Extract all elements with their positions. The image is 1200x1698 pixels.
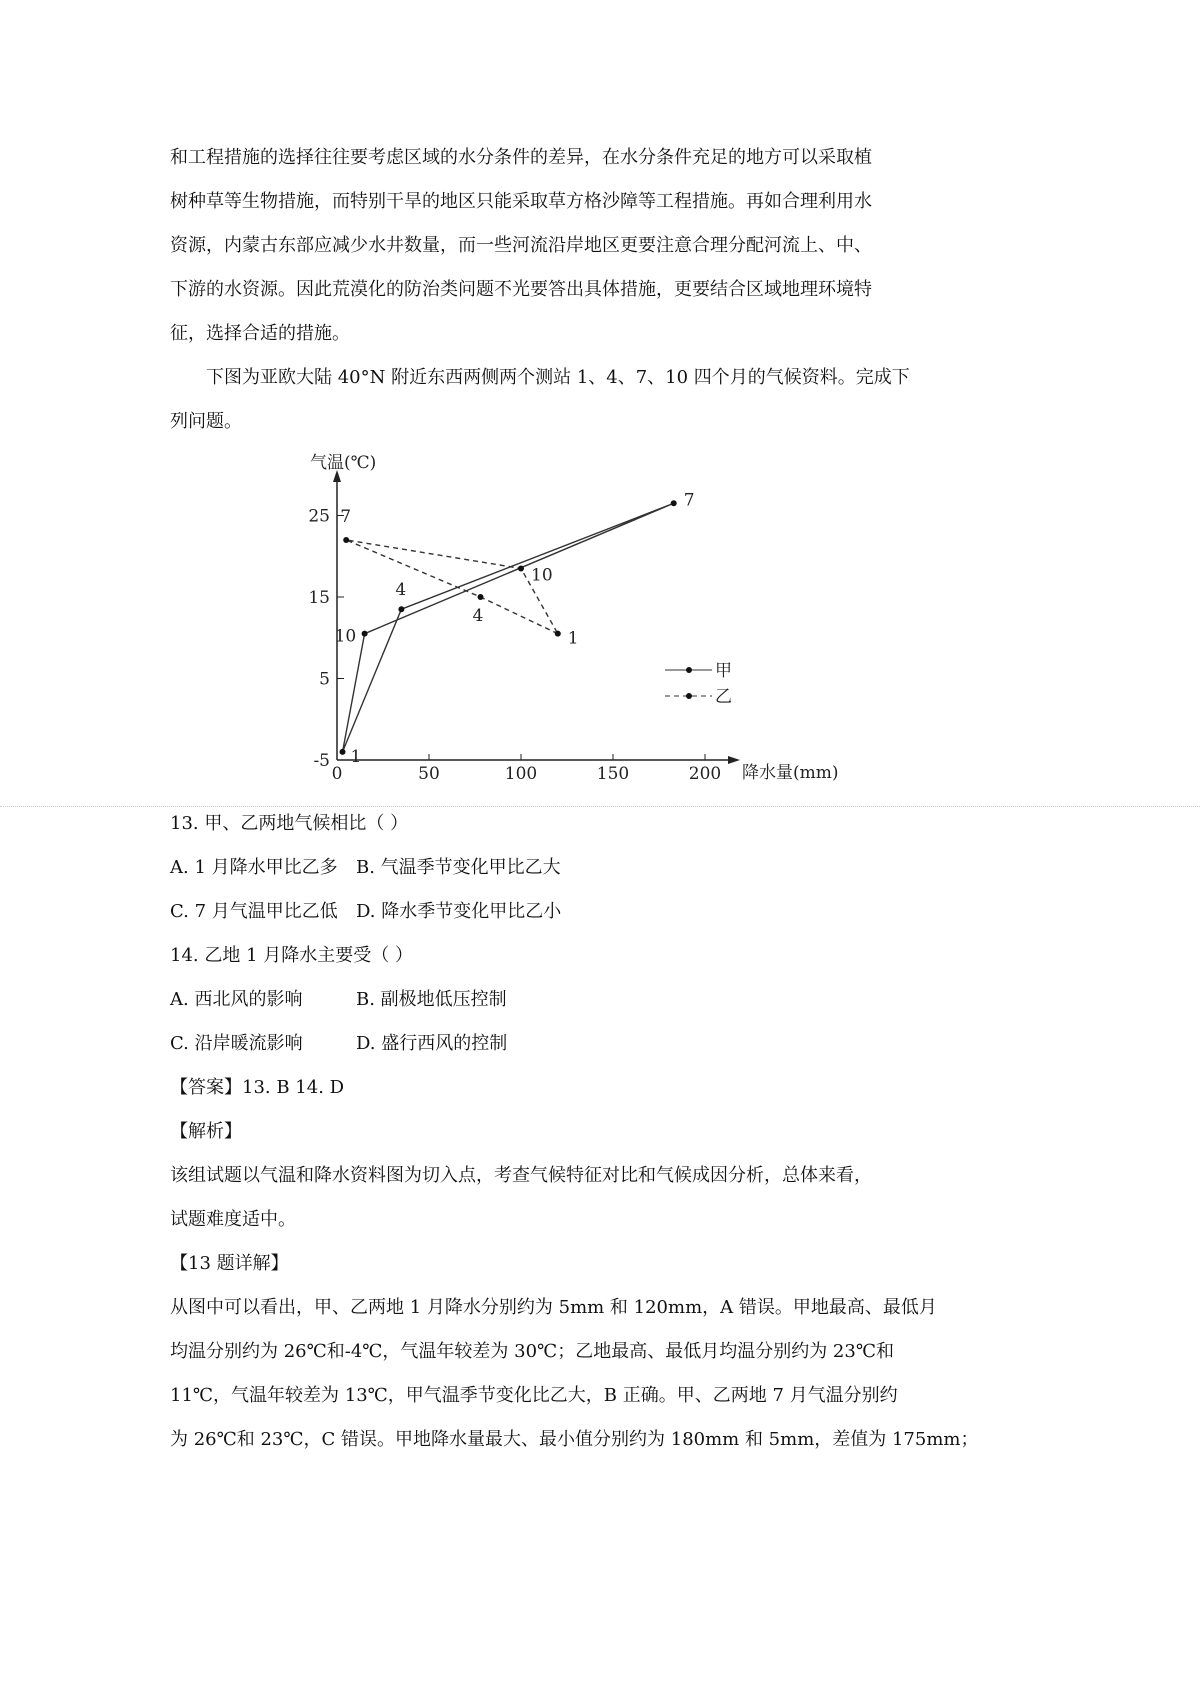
x-axis-label: 降水量(mm) — [742, 763, 839, 783]
detail-heading: 【13 题详解】 — [170, 1253, 289, 1274]
legend-marker — [686, 667, 692, 673]
point-label: 4 — [472, 606, 484, 626]
paragraph-line: 树种草等生物措施，而特别干旱的地区只能采取草方格沙障等工程措施。再如合理利用水 — [170, 191, 872, 212]
x-tick-label: 200 — [688, 764, 722, 784]
point-label: 4 — [395, 580, 407, 601]
y-tick-label: 15 — [308, 588, 330, 608]
detail-line: 从图中可以看出，甲、乙两地 1 月降水分别约为 5mm 和 120mm，A 错误。甲地最高、最低月 — [170, 1297, 937, 1318]
data-point — [478, 594, 484, 600]
intro-line: 下图为亚欧大陆 40°N 附近东西两侧两个测站 1、4、7、10 四个月的气候资料。完成下 — [206, 367, 910, 388]
x-axis-arrow — [728, 756, 740, 764]
legend-marker — [686, 693, 692, 699]
x-tick-label: 50 — [418, 764, 440, 784]
page-divider — [0, 806, 1200, 807]
data-point — [671, 500, 677, 506]
data-point — [340, 749, 346, 755]
legend-label: 乙 — [715, 687, 732, 707]
option-a: A. 1 月降水甲比乙多 — [170, 857, 338, 878]
analysis-line: 该组试题以气温和降水资料图为切入点，考查气候特征对比和气候成因分析，总体来看， — [170, 1165, 872, 1186]
option-a: A. 西北风的影响 — [170, 989, 303, 1010]
option-c: C. 沿岸暖流影响 — [170, 1033, 303, 1054]
detail-line: 11℃，气温年较差为 13℃，甲气温季节变化比乙大，B 正确。甲、乙两地 7 月气温分别约 — [170, 1385, 898, 1406]
point-label: 7 — [683, 490, 695, 511]
y-tick-label: 5 — [319, 669, 330, 690]
data-point — [555, 631, 561, 637]
question-14-options — [170, 1032, 507, 1056]
analysis-heading: 【解析】 — [170, 1121, 242, 1142]
y-tick-label: -5 — [313, 751, 330, 771]
question-14-options — [170, 988, 507, 1012]
y-tick-label: 25 — [308, 506, 330, 527]
detail-line: 为 26℃和 23℃，C 错误。甲地降水量最大、最小值分别约为 180mm 和 5mm，差值为 175mm； — [170, 1429, 979, 1450]
data-point — [362, 631, 368, 637]
option-d: D. 盛行西风的控制 — [356, 1033, 508, 1054]
option-b: B. 副极地低压控制 — [356, 989, 507, 1010]
detail-line: 均温分别约为 26℃和-4℃，气温年较差为 30℃；乙地最高、最低月均温分别约为 23℃和 — [170, 1341, 894, 1362]
series-line-甲 — [343, 503, 674, 752]
series-line-乙 — [346, 540, 558, 634]
question-13-options — [170, 900, 561, 924]
y-axis-label: 气温(℃) — [310, 453, 377, 473]
point-label: 10 — [531, 565, 553, 586]
point-label: 1 — [350, 746, 362, 767]
point-label: 7 — [340, 506, 352, 527]
legend-label: 甲 — [715, 661, 732, 681]
question-14-stem: 14. 乙地 1 月降水主要受（ ） — [170, 945, 413, 966]
analysis-line: 试题难度适中。 — [170, 1209, 296, 1230]
point-label: 10 — [334, 626, 357, 647]
question-13-stem: 13. 甲、乙两地气候相比（ ） — [170, 813, 409, 834]
point-label: 1 — [567, 628, 579, 649]
x-tick-label: 150 — [596, 764, 630, 784]
paragraph-line: 资源，内蒙古东部应减少水井数量，而一些河流沿岸地区更要注意合理分配河流上、中、 — [170, 235, 872, 256]
option-c: C. 7 月气温甲比乙低 — [170, 901, 338, 922]
question-13-options — [170, 856, 561, 880]
data-point — [518, 565, 524, 571]
climate-chart — [300, 440, 860, 790]
answer: 【答案】13. B 14. D — [170, 1077, 345, 1098]
data-point — [343, 537, 349, 543]
paragraph-line: 和工程措施的选择往往要考虑区域的水分条件的差异，在水分条件充足的地方可以采取植 — [170, 147, 872, 168]
option-d: D. 降水季节变化甲比乙小 — [356, 901, 562, 922]
intro-line: 列问题。 — [170, 411, 242, 432]
option-b: B. 气温季节变化甲比乙大 — [356, 857, 561, 878]
data-point — [398, 606, 404, 612]
x-tick-label: 100 — [504, 764, 538, 784]
paragraph-line: 下游的水资源。因此荒漠化的防治类问题不光要答出具体措施，更要结合区域地理环境特 — [170, 279, 872, 300]
x-tick-label: 0 — [331, 764, 343, 784]
paragraph-line: 征，选择合适的措施。 — [170, 323, 350, 344]
